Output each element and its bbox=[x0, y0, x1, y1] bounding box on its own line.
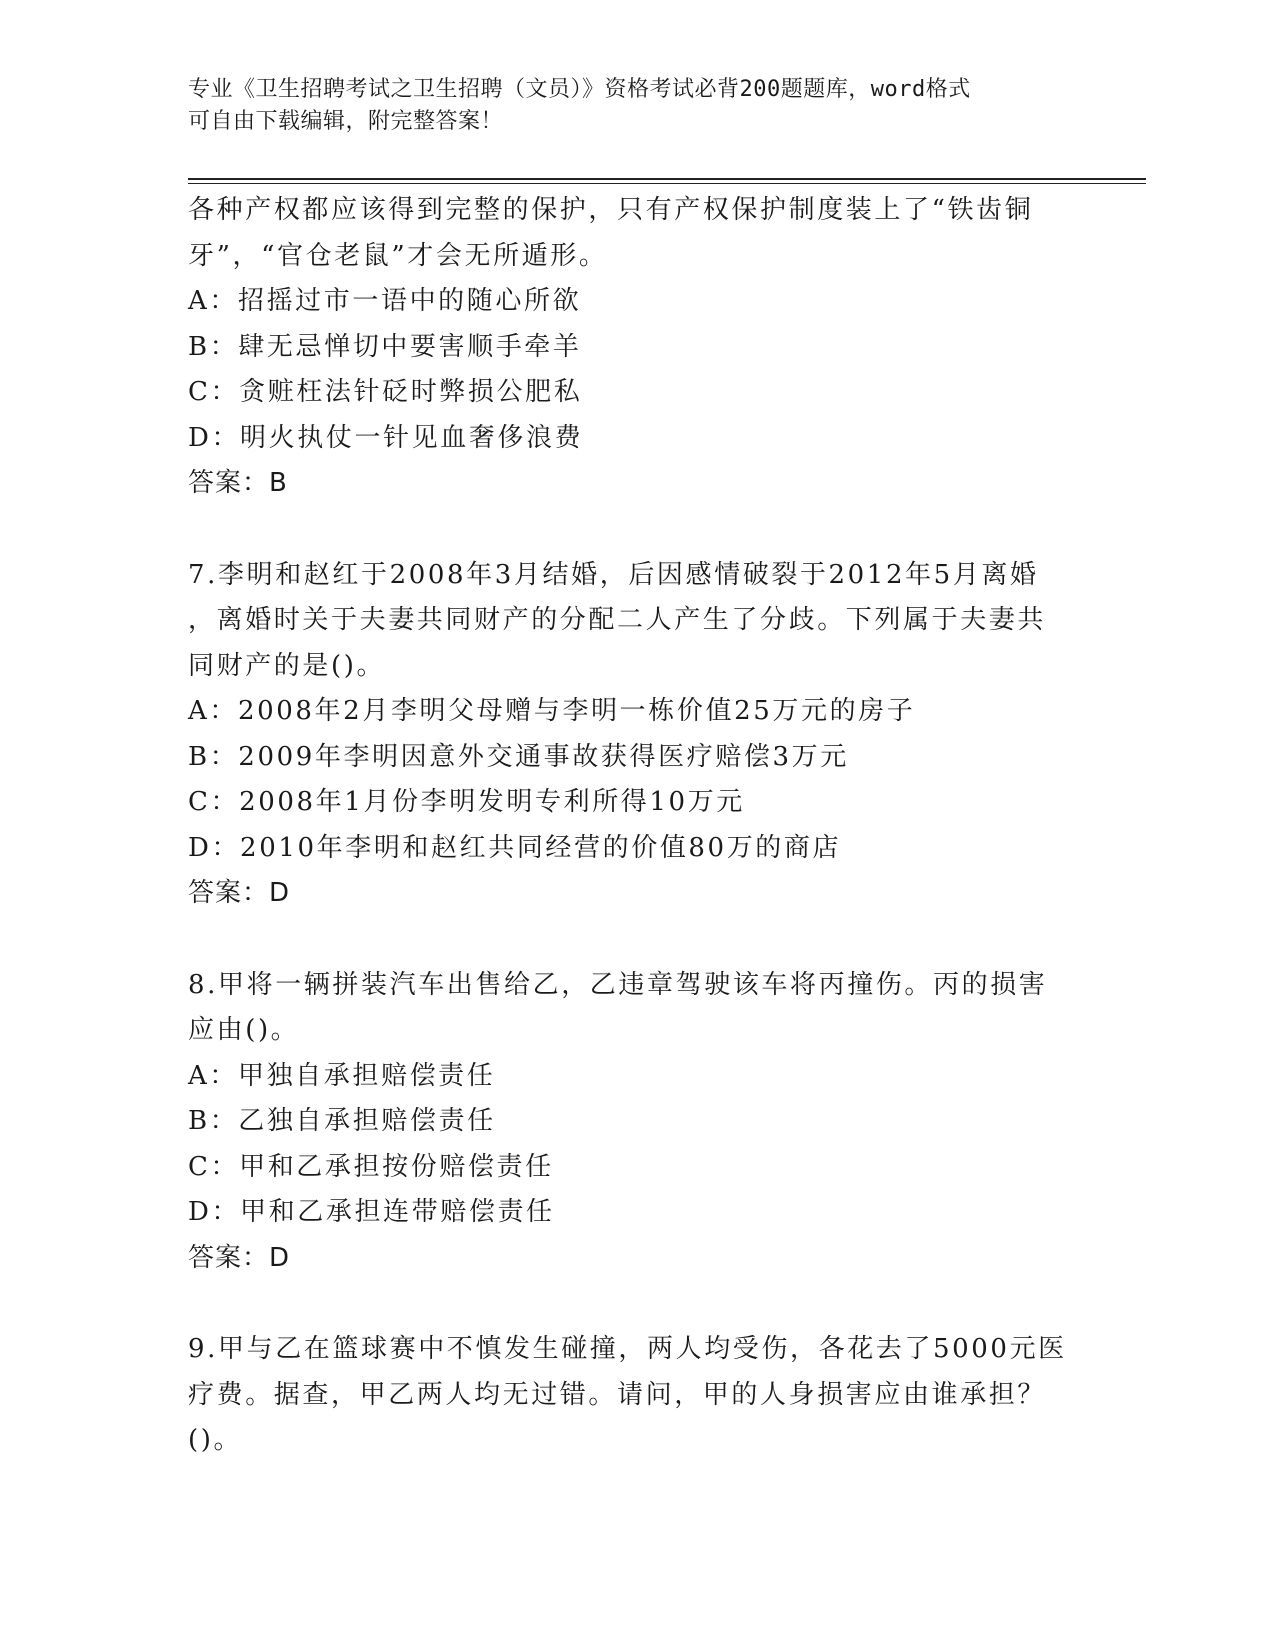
option-b: B：2009年李明因意外交通事故获得医疗赔偿3万元 bbox=[188, 741, 849, 772]
question-text-line: 牙”，“官仓老鼠”才会无所遁形。 bbox=[188, 240, 608, 271]
spacer bbox=[188, 917, 1068, 963]
question-text-line: 7.李明和赵红于2008年3月结婚，后因感情破裂于2012年5月离婚 bbox=[188, 559, 1039, 590]
header-line-2: 可自由下载编辑，附完整答案！ bbox=[188, 109, 504, 134]
option-a: A：2008年2月李明父母赠与李明一栋价值25万元的房子 bbox=[188, 696, 916, 726]
question-text-line: 9.甲与乙在篮球赛中不慎发生碰撞，两人均受伤，各花去了5000元医 bbox=[188, 1334, 1067, 1364]
document-body bbox=[188, 188, 1068, 1464]
question-text-line: ()。 bbox=[188, 1425, 243, 1455]
answer-label: 答案：B bbox=[188, 468, 288, 498]
header-divider bbox=[188, 178, 1146, 184]
answer-label: 答案：D bbox=[188, 878, 291, 908]
page-header bbox=[188, 74, 1068, 138]
header-line-1: 专业《卫生招聘考试之卫生招聘（文员）》资格考试必背200题题库，word格式 bbox=[188, 77, 971, 102]
option-b: B：肆无忌惮切中要害顺手牵羊 bbox=[188, 331, 582, 362]
option-d: D：甲和乙承担连带赔偿责任 bbox=[188, 1197, 555, 1227]
option-c: C：贪赃枉法针砭时弊损公肥私 bbox=[188, 377, 583, 407]
spacer bbox=[188, 507, 1068, 553]
question-8 bbox=[188, 963, 1068, 1282]
question-7 bbox=[188, 553, 1068, 917]
option-c: C：甲和乙承担按份赔偿责任 bbox=[188, 1151, 554, 1182]
question-text-line: 各种产权都应该得到完整的保护，只有产权保护制度装上了“铁齿铜 bbox=[188, 195, 1034, 225]
question-text-line: 同财产的是()。 bbox=[188, 650, 386, 681]
option-d: D：2010年李明和赵红共同经营的价值80万的商店 bbox=[188, 832, 842, 863]
option-a: A：招摇过市一语中的随心所欲 bbox=[188, 286, 582, 316]
question-text-line: ，离婚时关于夫妻共同财产的分配二人产生了分歧。下列属于夫妻共 bbox=[188, 605, 1047, 635]
spacer bbox=[188, 1281, 1068, 1327]
answer-label: 答案：D bbox=[188, 1242, 291, 1273]
option-b: B：乙独自承担赔偿责任 bbox=[188, 1106, 496, 1136]
option-c: C：2008年1月份李明发明专利所得10万元 bbox=[188, 787, 745, 817]
question-text-line: 疗费。据查，甲乙两人均无过错。请问，甲的人身损害应由谁承担？ bbox=[188, 1379, 1047, 1410]
option-a: A：甲独自承担赔偿责任 bbox=[188, 1060, 496, 1091]
question-continuation bbox=[188, 188, 1068, 507]
question-text-line: 应由()。 bbox=[188, 1015, 300, 1045]
option-d: D：明火执仗一针见血奢侈浪费 bbox=[188, 422, 584, 453]
question-9 bbox=[188, 1327, 1068, 1464]
question-text-line: 8.甲将一辆拼装汽车出售给乙，乙违章驾驶该车将丙撞伤。丙的损害 bbox=[188, 969, 1048, 1000]
